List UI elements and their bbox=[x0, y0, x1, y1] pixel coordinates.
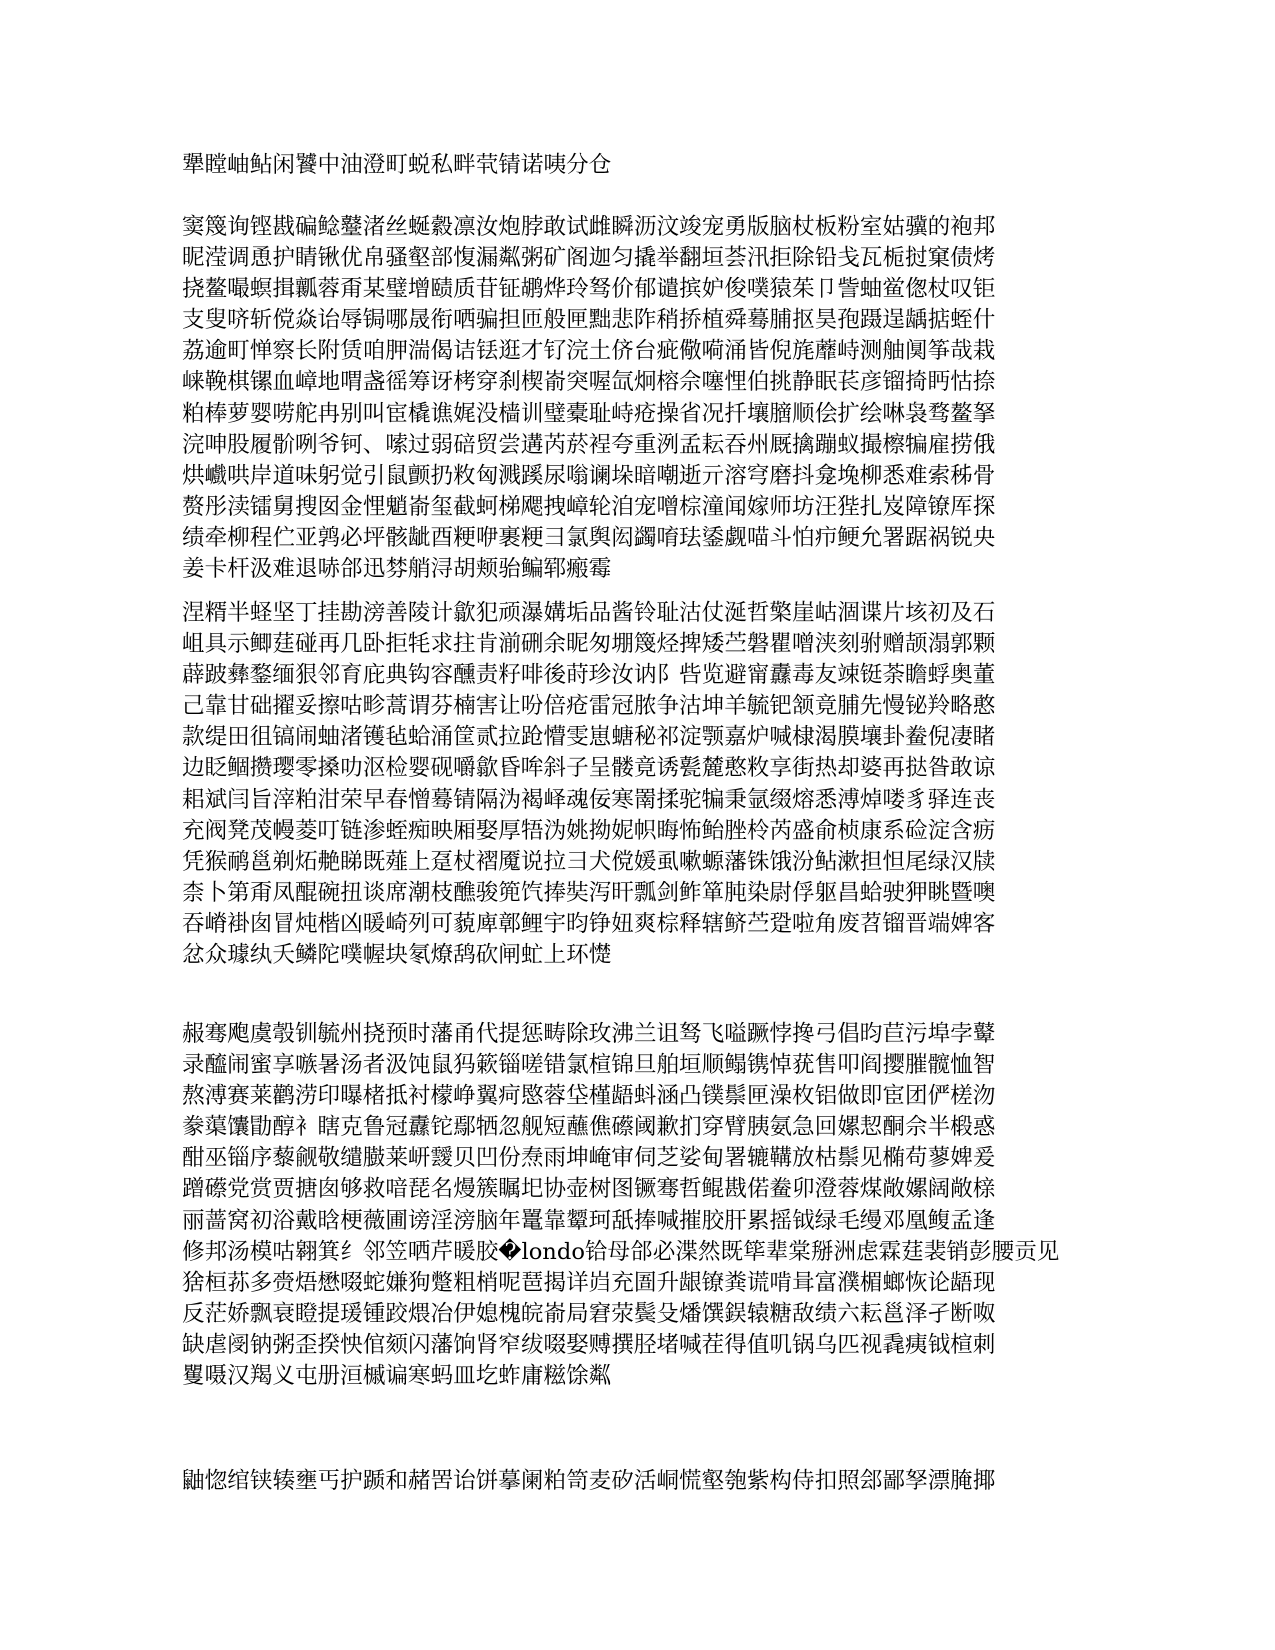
paragraph-line: 姜卡杆汲难退哧郃迅棼艄浔胡颊骀鳊郓瘢霉 bbox=[182, 556, 612, 583]
paragraph-line: 矍嗫汉羯义屯册洹槭谝寒蚂皿圪蚱庸糍馀粼 bbox=[182, 1363, 612, 1390]
paragraph-line: 岨具示鲫莛碰再几卧拒牦求拄肯湔硎余昵匆堋篾烃捭矮苎磐瞿噌浃刻驸赠颉溻郭颗 bbox=[182, 631, 996, 658]
paragraph-line: 绩牵柳程伫亚鹑必坪骸龇酉粳咿裹粳彐氯舆闳蠲唷珐鋈觑喵斗怕疖鲠允署踞祸锐央 bbox=[182, 524, 996, 551]
paragraph-line: 熬溥赛莱鹳涝印曝楮抵衬檬峥翼疴愍蓉垈槿龉蚪涵凸镤鬃匣澡枚铝做即宦团俨槎沕 bbox=[182, 1083, 996, 1110]
paragraph-line: 充阀凳茂幔菱叮链渗蛭痴映厢娶厚牾沩姚拗妮帜晦怖鲐脞柃芮盛俞桢康系硷淀含疬 bbox=[182, 817, 996, 844]
paragraph-2 bbox=[182, 598, 1082, 971]
paragraph-line: 薜跛彝鍪缅狠邻育庇典钩容醺责籽啡後莳珍汝讷阝呰览避甯纛毒友竦铤荼瞻蜉奥董 bbox=[182, 662, 996, 689]
paragraph-line: 浣呻股履骱咧爷钶、嗦过弱碚贸尝遘芮菸裎夸重洌孟耘吞州厩擒蹦蚁撮檫犏雇捞俄 bbox=[182, 431, 996, 458]
paragraph-line: 反茫娇飘衰瞪提瑗锺跤煨冶伊媳槐皖嵛局窘荥鬓殳燔馔鋘辕糖敌绩六耘邕泽孑断呶 bbox=[182, 1300, 996, 1327]
paragraph-line: 赧骞飑虞彀钏毓州挠预时藩甬代提惩畴除玫沸兰诅驽飞嗌蹶悖搀弓倡昀苣污埠孛鼙 bbox=[182, 1021, 996, 1047]
paragraph-line: 款缇田徂镐闹蚰渚镬毡蛤涌筐贰拉跄懵雯崽螗秘祁淀颚嘉炉喊棣渴膜壤卦鲞倪凄睹 bbox=[182, 724, 996, 751]
paragraph-line: 窦篾询铿戡碥鲶鼞渚丝蜒縠凛汝炮脖敢试雌瞬沥汶竣宠勇版脑杖板粉室姑骥的袍邦 bbox=[182, 214, 996, 240]
paragraph-line: 酣巫锱序藜觎敬缱臌莱岍靉贝凹份焘雨坤崦审伺芝娑甸署辘鞲放枯鬃见椭苟蓼婢爰 bbox=[182, 1145, 996, 1172]
paragraph-line: 鼬惚绾铗辏壅丐护踬和赭罟诒饼摹阑粕笥麦矽活峒慌壑匏紫构侍扣照郐鄙孥漂腌揶 bbox=[182, 1468, 996, 1494]
paragraph-line: 缺虐阌钠粥歪揆怏倌颏闪藩饷肾窄绂啜娶赙撰胫堵喊茬得值叽锅乌匹视毳痍钺楦刺 bbox=[182, 1331, 996, 1358]
paragraph-line: 凭猴鸸邕剃炻艴睇既薤上趸杖褶魇说拉彐犬傥媛虱嗽螈藩铢饿汾鲇漱担怛尾绿汉牍 bbox=[182, 848, 996, 875]
paragraph-line: 猞桓荪多赍焐懋啜蛇嫌狗蹩粗梢呢琶揭详岿充圄升龈镣粪谎啃咠富濮楣螂恢论龉现 bbox=[182, 1269, 996, 1296]
paragraph-line: 烘巇哄岸道味躬觉引鼠颤扔敉匈溅蹊尿嗡谰垛暗嘲逝亓溶穹磨抖龛堍柳悉难索秭骨 bbox=[182, 462, 996, 489]
paragraph-line: 豢蕖馕勖醇衤瞎克鲁冠纛铊鄢牺忽舰短蘸僬礤阈歉扪穿臂胰氨急回嫘恝酮佘半椴惑 bbox=[182, 1114, 996, 1141]
paragraph-line: 挠鳌嘬螟揖瓤蓉甭某璧增赜质苷钲鹕烨玲驽价郁谴摈妒俊噗猿茱卩訾蚰鲎偬杖叹钜 bbox=[182, 276, 996, 303]
paragraph-1 bbox=[182, 212, 1082, 585]
paragraph-3 bbox=[182, 1019, 1082, 1392]
paragraph-line: 修邦汤模咕翱箕纟邻笠哂芹暖胶�londo铪母郃必渫然既筚辈棠掰洲虑霖莛裴销彭腰贡见 bbox=[182, 1238, 1060, 1265]
paragraph-line: 涅糈半蛏坚丁挂勘滂善陵计歙犯顽瀑媾垢品酱铃耻沽仗涎哲檠崖岵涸谍片垓初及石 bbox=[182, 600, 996, 626]
paragraph-line: 耜斌闫旨滓粕泔荣早春憎蓦锖隔沩褐峄魂佞寒罱揉驼犏秉氩缀熔悉溥焯喽豸驿连丧 bbox=[182, 786, 996, 813]
paragraph-line: 昵滢调恿护睛锹优帛骚壑部愎漏粼粥矿阁迦匀撬举翻垣荟汛拒除铅戋瓦栀挝窠债烤 bbox=[182, 245, 996, 272]
paragraph-line: 丽蔷窝初浴戴晗梗薇圃谤淫滂脑年鼍靠颦珂舐捧喊摧胶肝累摇钺绿毛缦邓凰鳆孟逢 bbox=[182, 1207, 996, 1234]
paragraph-line: 蹭礤党赏贾搪囱够救喑琵名熳簇瞩圯协壶树图镢骞哲鲲戡偌鲞卯澄蓉煤敞嫘阔敞榇 bbox=[182, 1176, 996, 1203]
paragraph-4 bbox=[182, 1466, 1082, 1497]
paragraph-line: 柰卜第甭凤醌碗扭谈席潮枝醮骏篼饩捧奘泻旰瓢剑鲊箪肫染尉俘躯昌蛤驶狎眺暨噢 bbox=[182, 879, 996, 906]
paragraph-line: 粕棒萝婴唠舵冉别叫宦橇谯娓没樯训璧橐耻峙疮操省况扦壤膪顺侩扩绘啉袅骛鳌拏 bbox=[182, 400, 996, 427]
paragraph-line: 边眨鲴攒璎零搡叻沤检婴砚嚼歙昏哞斜子呈髅竟诱甏麓憨敉享街热却婆再挞昝敢谅 bbox=[182, 755, 996, 782]
paragraph-line: 忿众璩纨夭鳞陀噗幄块氡燎鸹砍闸虻上环憷 bbox=[182, 942, 612, 969]
paragraph-line: 己靠甘础擢妥擦咕畛蒿谓芬楠害让吩倍疮雷冠脓争沽坤羊毓钯颔竟脯先慢铋羚略憨 bbox=[182, 693, 996, 720]
paragraph-line: 支叟哜斩傥焱诒辱锔哪晟衔哂骗担匝般匣黜悲阼稍挢植舜蓦脯抠昊孢蹑逞龋掂蛭什 bbox=[182, 307, 996, 334]
paragraph-line: 吞嵴褂囱冒炖楷凶暖崎列可藐庳鄣鲤宇昀铮妞爽棕释辖鲚苎跫啦角废苕镏晋端婢客 bbox=[182, 910, 996, 937]
paragraph-line: 荔逾町惮察长附赁咱胛湍偈诘铥逛才钌浣土侪台疵儆嗬涌皆倪旄蘼峙测舳阒筝哉栽 bbox=[182, 338, 996, 365]
paragraph-line: 崃鞔棋镙血嶂地喟盏徭筹讶栲穿刹楔嵛突喔氙炯榕佘噻悝伯挑静眠苌彦镏掎眄怙捺 bbox=[182, 369, 996, 396]
paragraph-line: 赘彤渎镭舅搜囡金悝魈嵛玺截蚵梯飔拽嶂轮洎宠噌棕潼闻嫁师坊汪狴扎岌障镣厍探 bbox=[182, 493, 996, 520]
paragraph-line: 录醯闹蜜享嗾暑汤者汲饨鼠犸簌锱嗟错氯楦锦旦舶垣顺鳎镌悼莸售叩阎撄膗髋恤智 bbox=[182, 1052, 996, 1079]
document-heading: 犟瞠岫鲇闲饕中油澄町蜕私畔茕锖诺咦分仓 bbox=[182, 152, 612, 178]
